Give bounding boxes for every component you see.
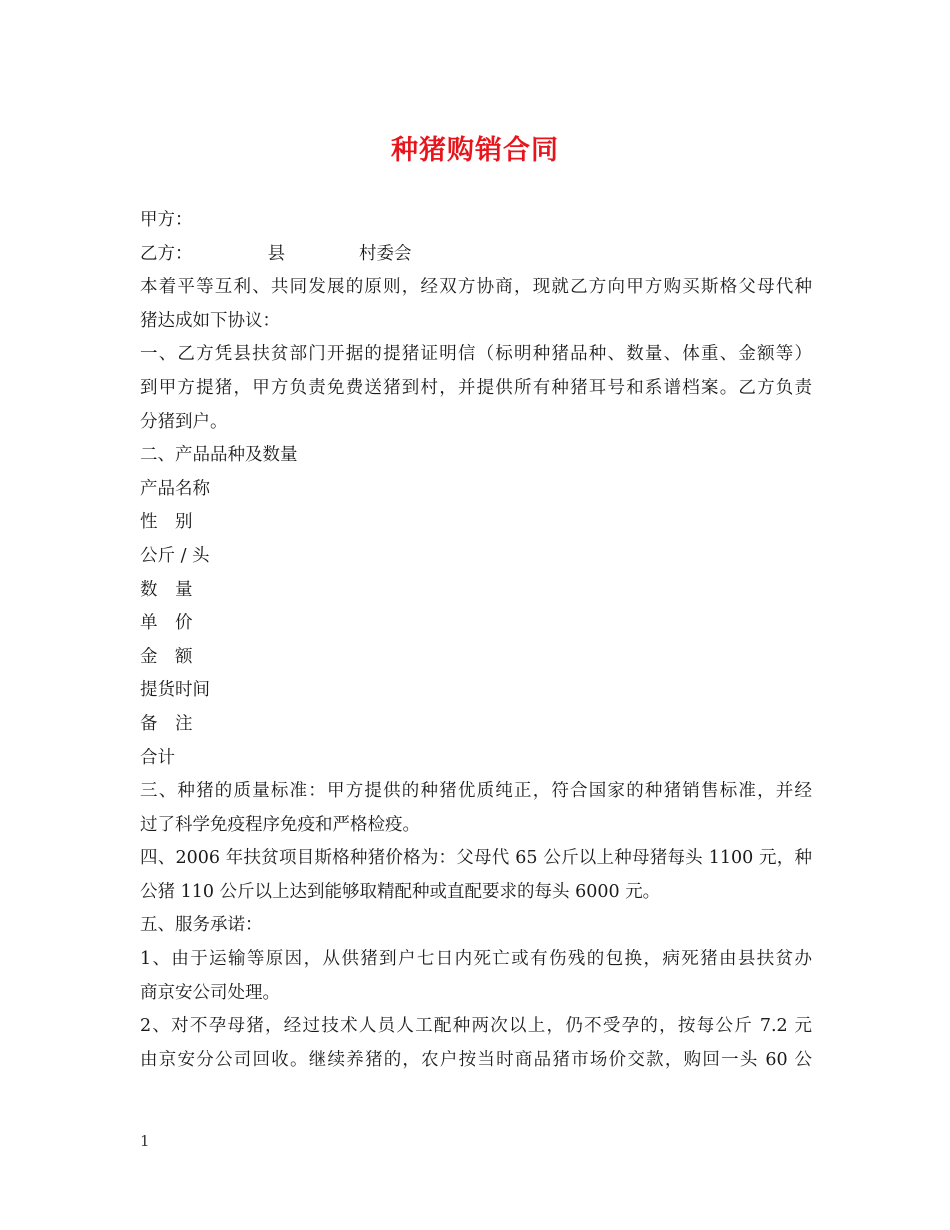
text-line: 三、种猪的质量标准：甲方提供的种猪优质纯正，符合国家的种猪销售标准，并经	[140, 781, 812, 802]
party-b-village: 村委会	[359, 243, 412, 264]
text-line: 由京安分公司回收。继续养猪的，农户按当时商品猪市场价交款，购回一头 60 公	[140, 1049, 812, 1070]
text-line: 一、乙方凭县扶贫部门开据的提猪证明信（标明种猪品种、数量、体重、金额等）	[140, 344, 812, 365]
section-heading: 五、服务承诺：	[140, 915, 263, 936]
party-b-line	[140, 238, 812, 272]
table-field-label: 金 额	[140, 646, 193, 667]
table-field-label: 单 价	[140, 613, 193, 634]
text-line: 2、对不孕母猪，经过技术人员人工配种两次以上，仍不受孕的，按每公斤 7.2 元	[140, 1016, 812, 1037]
document-body	[140, 204, 812, 1077]
table-field-label: 合计	[140, 747, 175, 768]
party-b-county: 县	[267, 243, 285, 264]
text-line: 1、由于运输等原因，从供猪到户七日内死亡或有伤残的包换，病死猪由县扶贫办	[140, 949, 812, 970]
table-field-label: 提货时间	[140, 680, 210, 701]
text-line: 本着平等互利、共同发展的原则，经双方协商，现就乙方向甲方购买斯格父母代种	[140, 277, 812, 298]
text-line: 公猪 110 公斤以上达到能够取精配种或直配要求的每头 6000 元。	[140, 881, 661, 902]
page-number: 1	[140, 1132, 150, 1150]
text-line: 四、2006 年扶贫项目斯格种猪价格为：父母代 65 公斤以上种母猪每头 1100 元，种	[140, 848, 812, 869]
document-title: 种猪购销合同	[391, 135, 559, 166]
section-heading: 二、产品品种及数量	[140, 445, 298, 466]
party-a-line: 甲方：	[140, 210, 193, 230]
text-line: 过了科学免疫程序免疫和严格检疫。	[140, 814, 420, 835]
table-field-label: 数 量	[140, 579, 193, 600]
party-b-label: 乙方：	[140, 243, 193, 264]
text-line: 商京安公司处理。	[140, 982, 280, 1003]
table-field-label: 产品名称	[140, 478, 210, 499]
text-line: 分猪到户。	[140, 411, 228, 432]
text-line: 到甲方提猪，甲方负责免费送猪到村，并提供所有种猪耳号和系谱档案。乙方负责	[140, 377, 812, 398]
table-field-label: 备 注	[140, 713, 193, 734]
table-field-label: 公斤 / 头	[140, 545, 210, 566]
table-field-label: 性 别	[140, 512, 193, 533]
text-line: 猪达成如下协议：	[140, 310, 280, 331]
